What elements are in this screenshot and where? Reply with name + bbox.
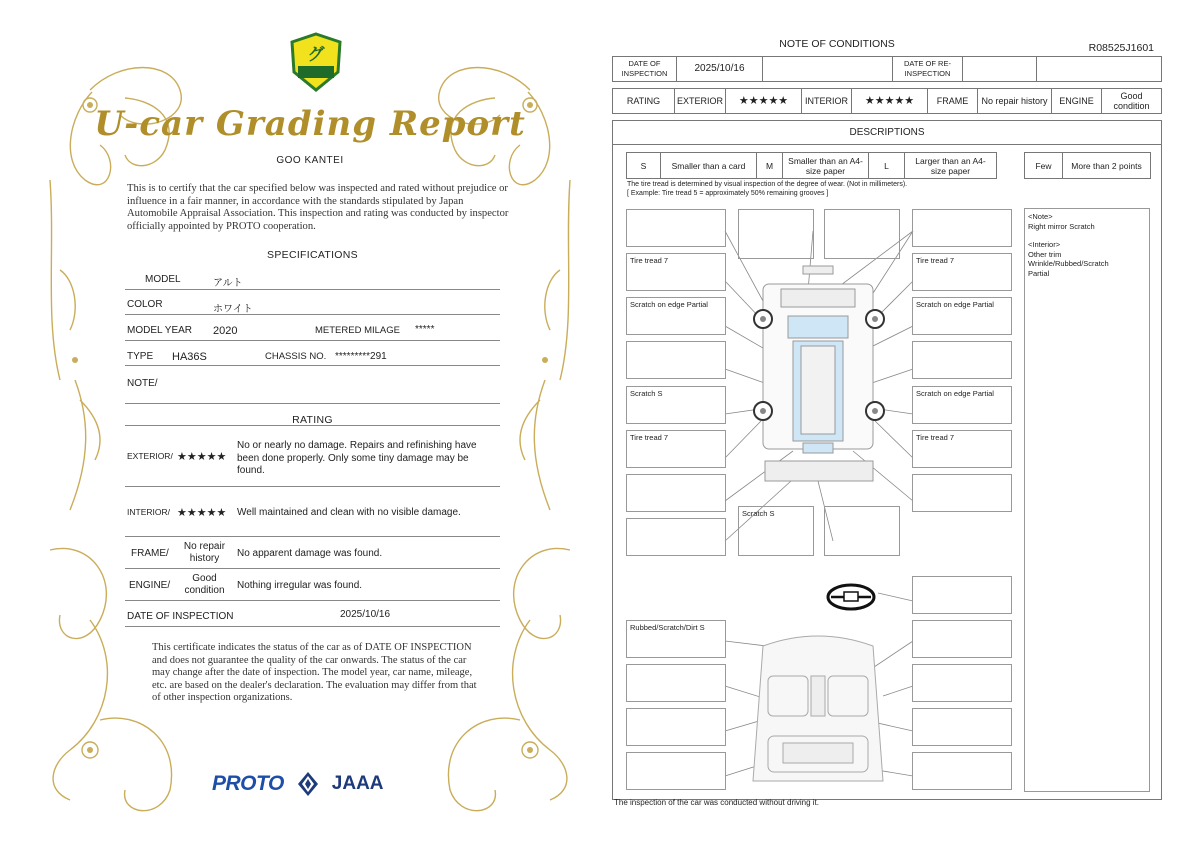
diagram-box-7 <box>626 474 726 512</box>
diagram-box-rear-scratch: Scratch S <box>738 506 814 556</box>
note-spacer <box>1028 231 1146 240</box>
reinspection-value <box>963 57 1037 82</box>
date-value: 2025/10/16 <box>340 609 391 620</box>
diagram-box-r-4 <box>912 341 1012 379</box>
interior-label: INTERIOR/ <box>127 507 170 517</box>
goo-kantei-badge <box>288 32 344 94</box>
jaaa-emblem-icon <box>298 772 318 796</box>
chassis-value: *********291 <box>335 351 387 362</box>
diagram-box-r-12 <box>912 752 1012 790</box>
diagram-box-rear-2 <box>824 506 900 556</box>
date-of-inspection-label: DATE OF INSPECTION <box>613 57 677 82</box>
interior-item-1: Other trim <box>1028 249 1062 259</box>
reinspection-blank <box>1037 57 1162 82</box>
note-label: NOTE/ <box>127 378 158 389</box>
diagram-box-r-11 <box>912 708 1012 746</box>
interior-row <box>125 487 500 537</box>
diagram-box-l-tire-rear: Tire tread 7 <box>626 430 726 468</box>
diagram-box-r-7 <box>912 474 1012 512</box>
diagram-box-4 <box>626 341 726 379</box>
diagram-box-top-2 <box>738 209 814 259</box>
exterior-stars: ★★★★★ <box>177 451 227 463</box>
logos <box>212 772 384 796</box>
color-label: COLOR <box>127 299 163 310</box>
diagram-box-top-3 <box>824 209 900 259</box>
inspection-blank <box>763 57 893 82</box>
model-label: MODEL <box>145 274 181 285</box>
model-row <box>125 265 500 290</box>
diagram-box-10 <box>626 664 726 702</box>
metered-mileage-value: ***** <box>415 324 435 335</box>
tread-note-line-1: The tire tread is determined by visual inspection of the degree of wear. (Not in millimeters). <box>627 181 908 188</box>
engine-label: ENGINE/ <box>129 580 171 591</box>
legend-s: S <box>627 153 661 179</box>
legend-m-desc: Smaller than an A4-size paper <box>783 153 869 179</box>
diagram-box-11 <box>626 708 726 746</box>
diagram-box-r-tire-front: Tire tread 7 <box>912 253 1012 291</box>
proto-logo: PROTO <box>212 772 284 795</box>
type-row <box>125 341 500 366</box>
interior-heading: <Interior> <box>1028 240 1061 249</box>
note-heading: <Note> <box>1028 212 1053 221</box>
diagram-box-12 <box>626 752 726 790</box>
frame-row <box>125 537 500 569</box>
diagram-box-l-edge: Scratch on edge Partial <box>626 297 726 335</box>
notes-panel <box>1024 208 1150 792</box>
tread-note-line-2: [ Example: Tire tread 5 = approximately 50% remaining grooves ] <box>627 190 829 197</box>
interior-description: Well maintained and clean with no visible damage. <box>237 507 461 518</box>
interior-item-2: Wrinkle/Rubbed/Scratch <box>1028 259 1109 268</box>
engine-description: Nothing irregular was found. <box>237 580 363 591</box>
model-year-row <box>125 315 500 341</box>
frame-label: FRAME <box>928 89 978 114</box>
interior-label: INTERIOR <box>802 89 852 114</box>
grading-certificate <box>30 20 590 840</box>
specifications-heading: SPECIFICATIONS <box>267 249 358 261</box>
type-value: HA36S <box>172 351 207 363</box>
diagram-box-steering <box>912 576 1012 614</box>
note-row <box>125 366 500 404</box>
report-title: U-car Grading Report <box>94 104 526 144</box>
diagram-box-l-scratch: Scratch S <box>626 386 726 424</box>
exterior-stars: ★★★★★ <box>726 89 802 114</box>
engine-row <box>125 569 500 601</box>
interior-item-3: Partial <box>1028 268 1050 278</box>
jaaa-logo: JAAA <box>331 773 384 794</box>
date-of-inspection-value: 2025/10/16 <box>677 57 763 82</box>
legend-l-desc: Larger than an A4-size paper <box>905 153 997 179</box>
engine-value: Good condition <box>184 573 225 596</box>
legend-few-desc: More than 2 points <box>1063 153 1151 179</box>
diagram-box-interior-dash: Rubbed/Scratch/Dirt S <box>626 620 726 658</box>
diagram-box-r-1 <box>912 209 1012 247</box>
exterior-label: EXTERIOR <box>675 89 726 114</box>
legend-l: L <box>869 153 905 179</box>
inspection-disclaimer: The inspection of the car was conducted without driving it. <box>614 798 819 807</box>
legend-few: Few <box>1025 153 1063 179</box>
color-row <box>125 290 500 315</box>
frame-description: No apparent damage was found. <box>237 548 383 559</box>
report-subtitle: GOO KANTEI <box>276 155 344 166</box>
date-label: DATE OF INSPECTION <box>127 611 234 622</box>
certification-statement: This is to certify that the car specified below was inspected and rated without prejudice or influence in a fair manner, in accordance with the standards stipulated by Japan Automobile Appraisal Association. This inspection and rating was conducted by inspector officially appointed by PROTO cooperation. <box>127 183 509 232</box>
note-of-conditions <box>612 36 1164 836</box>
rating-heading: RATING <box>292 414 333 426</box>
note-title: NOTE OF CONDITIONS <box>779 38 895 50</box>
model-year-label: MODEL YEAR <box>127 325 193 336</box>
exterior-label: EXTERIOR/ <box>127 451 173 461</box>
interior-stars: ★★★★★ <box>852 89 928 114</box>
note-item-1: Right mirror Scratch <box>1028 221 1095 231</box>
model-value: アルト <box>213 278 243 289</box>
diagram-box-r-edge-rear: Scratch on edge Partial <box>912 386 1012 424</box>
rating-table <box>612 88 1162 114</box>
diagram-box-r-edge-front: Scratch on edge Partial <box>912 297 1012 335</box>
diagram-box-8 <box>626 518 726 556</box>
diagram-box-r-9 <box>912 620 1012 658</box>
legend-s-desc: Smaller than a card <box>661 153 757 179</box>
descriptions-panel <box>612 120 1162 800</box>
chassis-label: CHASSIS NO. <box>265 351 327 362</box>
inspection-date-table <box>612 56 1162 82</box>
rating-label: RATING <box>613 89 675 114</box>
engine-label: ENGINE <box>1052 89 1102 114</box>
steering-wheel-icon <box>828 585 874 609</box>
reinspection-label: DATE OF RE-INSPECTION <box>893 57 963 82</box>
interior-stars: ★★★★★ <box>177 507 227 519</box>
reference-number: R08525J1601 <box>1088 42 1154 54</box>
diagram-box-r-10 <box>912 664 1012 702</box>
model-year-value: 2020 <box>213 325 238 337</box>
svg-text:グ: グ <box>307 45 325 65</box>
engine-value: Good condition <box>1102 89 1162 114</box>
date-row <box>125 601 500 627</box>
diagram-box-l-tire-front: Tire tread 7 <box>626 253 726 291</box>
legend-m: M <box>757 153 783 179</box>
certificate-footer: This certificate indicates the status of the car as of DATE OF INSPECTION and does not guarantee the quality of the car onwards. The status of the car may change after the date of inspection. The model year, car name, mileage, etc. are based on the dealer's declaration. The evaluation may differ from that of other inspection organizations. <box>152 642 477 703</box>
exterior-row <box>125 425 500 487</box>
metered-mileage-label: METERED MILAGE <box>315 325 400 336</box>
type-label: TYPE <box>127 351 154 362</box>
diagram-box-1 <box>626 209 726 247</box>
frame-label: FRAME/ <box>131 548 169 559</box>
color-value: ホワイト <box>213 304 253 315</box>
frame-value: No repair history <box>183 541 226 564</box>
descriptions-heading: DESCRIPTIONS <box>613 121 1161 145</box>
exterior-description: No or nearly no damage. Repairs and refinishing have been done properly. Only some tiny damage may be found. <box>237 440 477 476</box>
diagram-box-r-tire-rear: Tire tread 7 <box>912 430 1012 468</box>
frame-value: No repair history <box>978 89 1052 114</box>
